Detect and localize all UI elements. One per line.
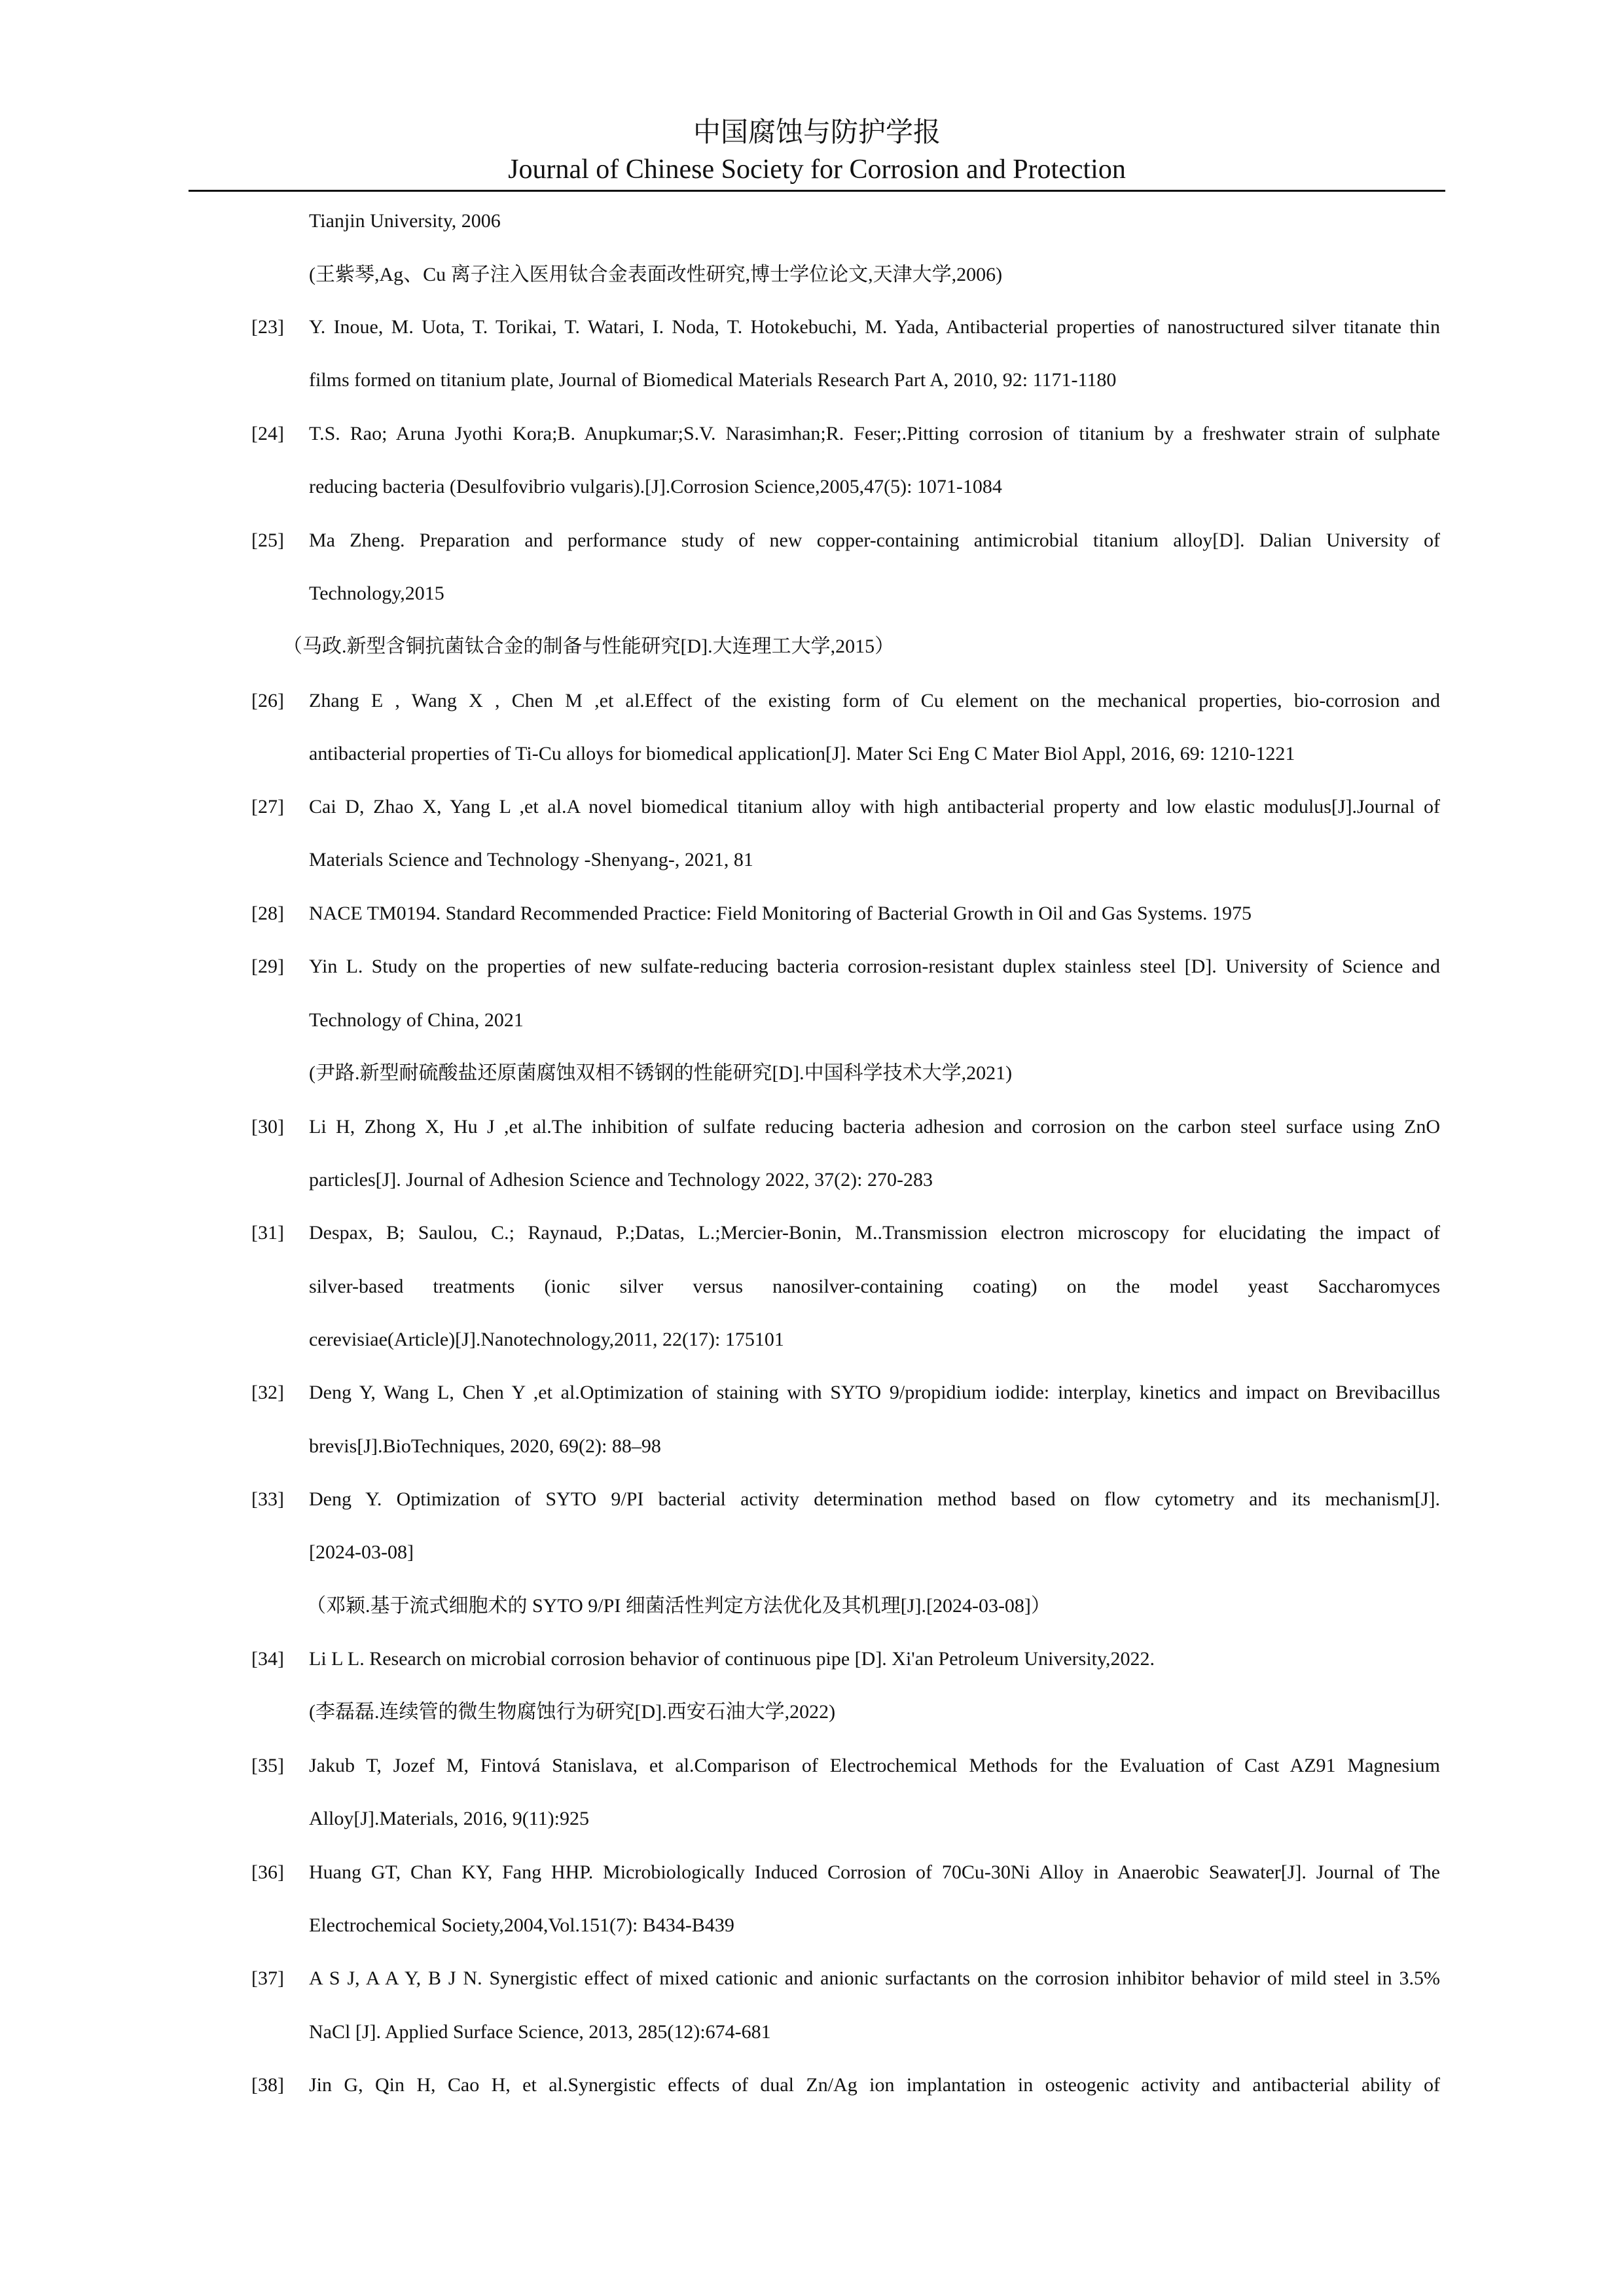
ref-27-line-2: Materials Science and Technology -Shenyang-, 2021, 81 — [309, 849, 753, 870]
ref-25-line-1: Ma Zheng. Preparation and performance study of new copper-containing antimicrobial titanium alloy[D]. Dalian University of — [309, 529, 1440, 551]
ref-36-line-2: Electrochemical Society,2004,Vol.151(7): B434-B439 — [309, 1914, 734, 1936]
ref-22-line-1: Tianjin University, 2006 — [309, 210, 501, 232]
ref-24-number: [24] — [251, 423, 284, 444]
ref-36-line-1: Huang GT, Chan KY, Fang HHP. Microbiologically Induced Corrosion of 70Cu-30Ni Alloy in Anaerobic Seawater[J]. Journal of The — [309, 1861, 1440, 1883]
ref-32-line-2: brevis[J].BioTechniques, 2020, 69(2): 88–98 — [309, 1435, 661, 1457]
ref-35-line-2: Alloy[J].Materials, 2016, 9(11):925 — [309, 1808, 589, 1829]
ref-30-number: [30] — [251, 1116, 284, 1138]
ref-33-line-1: Deng Y. Optimization of SYTO 9/PI bacterial activity determination method based on flow cytometry and its mechanism[J]. — [309, 1488, 1440, 1510]
journal-title-english: Journal of Chinese Society for Corrosion and Protection — [508, 154, 1126, 185]
ref-31-line-1: Despax, B; Saulou, C.; Raynaud, P.;Datas, L.;Mercier-Bonin, M..Transmission electron microscopy for elucidating the impact of — [309, 1222, 1440, 1244]
ref-29-line-1: Yin L. Study on the properties of new sulfate-reducing bacteria corrosion-resistant duplex stainless steel [D]. University of Science and — [309, 956, 1440, 977]
ref-37-line-1: A S J, A A Y, B J N. Synergistic effect of mixed cationic and anionic surfactants on the corrosion inhibitor behavior of mild steel in 3.5% — [309, 1967, 1440, 1989]
ref-32-number: [32] — [251, 1382, 284, 1403]
ref-25-line-2: Technology,2015 — [309, 583, 444, 604]
header-divider — [189, 190, 1445, 192]
ref-24-line-2: reducing bacteria (Desulfovibrio vulgaris).[J].Corrosion Science,2005,47(5): 1071-1084 — [309, 476, 1002, 497]
ref-25-chinese-note: （马政.新型含铜抗菌钛合金的制备与性能研究[D].大连理工大学,2015） — [283, 636, 895, 657]
ref-23-number: [23] — [251, 316, 284, 338]
ref-33-line-2: [2024-03-08] — [309, 1541, 414, 1563]
ref-22-chinese-note: (王紫琴,Ag、Cu 离子注入医用钛合金表面改性研究,博士学位论文,天津大学,2006) — [309, 264, 1003, 285]
ref-34-chinese-note: (李磊磊.连续管的微生物腐蚀行为研究[D].西安石油大学,2022) — [309, 1701, 836, 1723]
ref-30-line-2: particles[J]. Journal of Adhesion Science and Technology 2022, 37(2): 270-283 — [309, 1169, 933, 1191]
ref-32-line-1: Deng Y, Wang L, Chen Y ,et al.Optimization of staining with SYTO 9/propidium iodide: interplay, kinetics and impact on Brevibacillus — [309, 1382, 1440, 1403]
ref-28-line-1: NACE TM0194. Standard Recommended Practice: Field Monitoring of Bacterial Growth in Oil and Gas Systems. 1975 — [309, 903, 1252, 924]
ref-35-number: [35] — [251, 1755, 284, 1776]
ref-38-number: [38] — [251, 2074, 284, 2096]
ref-27-line-1: Cai D, Zhao X, Yang L ,et al.A novel biomedical titanium alloy with high antibacterial property and low elastic modulus[J].Journal of — [309, 796, 1440, 817]
ref-30-line-1: Li H, Zhong X, Hu J ,et al.The inhibition of sulfate reducing bacteria adhesion and corrosion on the carbon steel surface using ZnO — [309, 1116, 1440, 1138]
page-header — [189, 115, 1445, 187]
ref-28-number: [28] — [251, 903, 284, 924]
ref-37-line-2: NaCl [J]. Applied Surface Science, 2013, 285(12):674-681 — [309, 2021, 771, 2043]
ref-29-number: [29] — [251, 956, 284, 977]
ref-34-number: [34] — [251, 1648, 284, 1670]
ref-23-line-1: Y. Inoue, M. Uota, T. Torikai, T. Watari, I. Noda, T. Hotokebuchi, M. Yada, Antibacterial properties of nanostructured silver titanate thin — [309, 316, 1440, 338]
ref-33-number: [33] — [251, 1488, 284, 1510]
ref-26-line-2: antibacterial properties of Ti-Cu alloys for biomedical application[J]. Mater Sci Eng C Mater Biol Appl, 2016, 69: 1210-1221 — [309, 743, 1295, 764]
ref-33-chinese-note: （邓颖.基于流式细胞术的 SYTO 9/PI 细菌活性判定方法优化及其机理[J].[2024-03-08]） — [306, 1595, 1051, 1617]
ref-26-line-1: Zhang E , Wang X , Chen M ,et al.Effect of the existing form of Cu element on the mechanical properties, bio-corrosion and — [309, 690, 1440, 711]
ref-26-number: [26] — [251, 690, 284, 711]
ref-27-number: [27] — [251, 796, 284, 817]
ref-38-line-1: Jin G, Qin H, Cao H, et al.Synergistic effects of dual Zn/Ag ion implantation in osteogenic activity and antibacterial ability of — [309, 2074, 1440, 2096]
ref-31-number: [31] — [251, 1222, 284, 1244]
journal-title-chinese: 中国腐蚀与防护学报 — [693, 118, 941, 148]
ref-31-line-2: silver-based treatments (ionic silver versus nanosilver-containing coating) on the model yeast Saccharomyces — [309, 1276, 1440, 1297]
ref-37-number: [37] — [251, 1967, 284, 1989]
ref-31-line-3: cerevisiae(Article)[J].Nanotechnology,2011, 22(17): 175101 — [309, 1329, 784, 1350]
ref-29-chinese-note: (尹路.新型耐硫酸盐还原菌腐蚀双相不锈钢的性能研究[D].中国科学技术大学,2021) — [309, 1062, 1013, 1084]
ref-36-number: [36] — [251, 1861, 284, 1883]
ref-25-number: [25] — [251, 529, 284, 551]
ref-23-line-2: films formed on titanium plate, Journal of Biomedical Materials Research Part A, 2010, 92: 1171-1180 — [309, 369, 1117, 391]
ref-35-line-1: Jakub T, Jozef M, Fintová Stanislava, et al.Comparison of Electrochemical Methods for the Evaluation of Cast AZ91 Magnesium — [309, 1755, 1440, 1776]
ref-29-line-2: Technology of China, 2021 — [309, 1009, 524, 1031]
ref-24-line-1: T.S. Rao; Aruna Jyothi Kora;B. Anupkumar;S.V. Narasimhan;R. Feser;.Pitting corrosion of titanium by a freshwater strain of sulphate — [309, 423, 1440, 444]
ref-34-line-1: Li L L. Research on microbial corrosion behavior of continuous pipe [D]. Xi'an Petroleum University,2022. — [309, 1648, 1155, 1670]
